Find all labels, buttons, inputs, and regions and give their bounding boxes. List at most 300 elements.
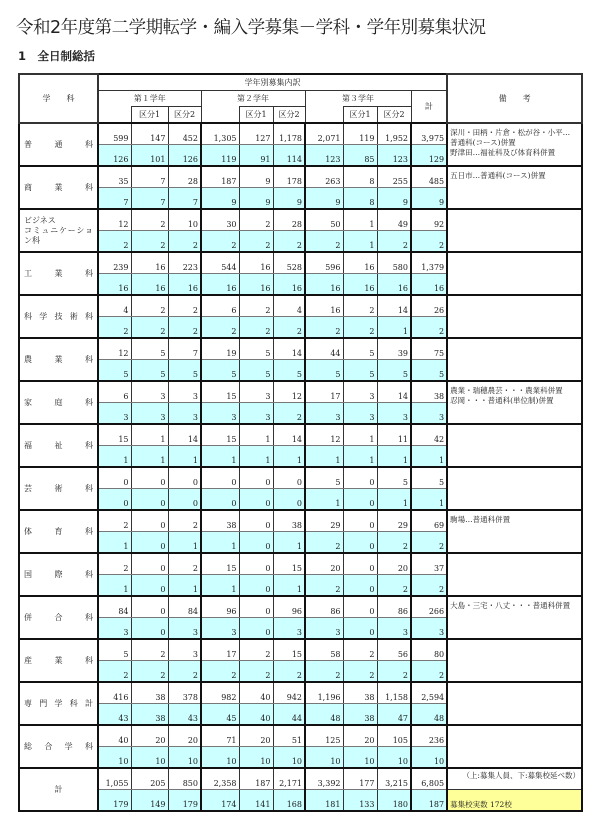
cell-upper: 14 <box>273 338 305 360</box>
cell-lower: 114 <box>273 145 305 167</box>
cell-lower: 3 <box>239 403 273 425</box>
cell-upper: 4 <box>98 295 131 317</box>
cell-lower: 3 <box>201 618 239 640</box>
cell-lower: 2 <box>377 532 411 554</box>
table-row-upper <box>19 639 582 661</box>
cell-lower: 2 <box>411 231 447 253</box>
cell-lower: 129 <box>411 145 447 167</box>
cell-lower: 47 <box>377 704 411 726</box>
header-grade3-all <box>305 107 343 124</box>
cell-lower: 3 <box>273 618 305 640</box>
cell-upper: 982 <box>201 682 239 704</box>
cell-lower: 0 <box>343 618 377 640</box>
table-row-group <box>19 209 582 252</box>
cell-upper: 1,055 <box>98 768 131 790</box>
cell-upper: 6 <box>201 295 239 317</box>
cell-lower: 0 <box>343 532 377 554</box>
cell-upper: 105 <box>377 725 411 747</box>
cell-lower: 179 <box>98 790 131 812</box>
cell-upper: 15 <box>201 424 239 446</box>
cell-upper: 378 <box>168 682 201 704</box>
cell-upper: 544 <box>201 252 239 274</box>
table-row-group <box>19 295 582 338</box>
cell-upper: 2 <box>131 639 168 661</box>
cell-upper: 28 <box>273 209 305 231</box>
cell-lower: 126 <box>98 145 131 167</box>
header-grade3: 第３学年 <box>305 91 411 107</box>
cell-lower: 0 <box>239 532 273 554</box>
cell-upper: 1,379 <box>411 252 447 274</box>
cell-upper: 2 <box>131 295 168 317</box>
cell-upper: 2,594 <box>411 682 447 704</box>
cell-upper: 38 <box>273 510 305 532</box>
cell-lower: 187 <box>411 790 447 812</box>
cell-lower: 2 <box>273 231 305 253</box>
remark-cell: 駒場…普通科併置 <box>447 510 582 553</box>
row-label: 普通科 <box>19 123 98 166</box>
header-remarks: 備 考 <box>447 74 582 123</box>
cell-upper: 6 <box>98 381 131 403</box>
recruitment-table <box>18 73 583 812</box>
cell-lower: 2 <box>377 231 411 253</box>
cell-upper: 2 <box>131 209 168 231</box>
cell-upper: 20 <box>168 725 201 747</box>
cell-lower: 5 <box>377 360 411 382</box>
cell-lower: 5 <box>343 360 377 382</box>
cell-lower: 2 <box>239 231 273 253</box>
cell-lower: 5 <box>98 360 131 382</box>
remark-cell: 大島・三宅・八丈・・・普通科併置 <box>447 596 582 639</box>
cell-upper: 39 <box>377 338 411 360</box>
cell-upper: 177 <box>343 768 377 790</box>
cell-lower: 2 <box>273 403 305 425</box>
cell-lower: 1 <box>201 532 239 554</box>
cell-lower: 180 <box>377 790 411 812</box>
cell-lower: 1 <box>273 575 305 597</box>
cell-lower: 1 <box>411 446 447 468</box>
row-label: 商業科 <box>19 166 98 209</box>
remark-cell <box>447 725 582 768</box>
cell-lower: 2 <box>305 231 343 253</box>
cell-upper: 38 <box>411 381 447 403</box>
cell-lower: 9 <box>273 188 305 210</box>
row-label: 科学技術科 <box>19 295 98 338</box>
cell-upper: 5 <box>411 467 447 489</box>
cell-lower: 1 <box>131 446 168 468</box>
cell-upper: 266 <box>411 596 447 618</box>
remark-cell <box>447 209 582 252</box>
cell-upper: 35 <box>98 166 131 188</box>
remark-cell: 五日市…普通科(コース)併置 <box>447 166 582 209</box>
cell-lower: 119 <box>201 145 239 167</box>
header-grade1: 第１学年 <box>98 91 201 107</box>
table-row-group <box>19 725 582 768</box>
row-label: 産業科 <box>19 639 98 682</box>
cell-upper: 127 <box>239 123 273 145</box>
row-label: 併合科 <box>19 596 98 639</box>
cell-lower: 10 <box>305 747 343 769</box>
header-g2-div1: 区分1 <box>239 107 273 124</box>
cell-upper: 26 <box>411 295 447 317</box>
cell-upper: 187 <box>201 166 239 188</box>
table-row-group <box>19 424 582 467</box>
cell-upper: 119 <box>343 123 377 145</box>
cell-lower: 5 <box>273 360 305 382</box>
cell-lower: 3 <box>168 403 201 425</box>
cell-lower: 1 <box>273 532 305 554</box>
cell-lower: 0 <box>131 532 168 554</box>
cell-lower: 16 <box>201 274 239 296</box>
cell-upper: 14 <box>273 424 305 446</box>
table-row-upper <box>19 553 582 575</box>
page-title: 令和2年度第二学期転学・編入学募集－学科・学年別募集状況 <box>16 18 486 38</box>
cell-upper: 205 <box>131 768 168 790</box>
cell-upper: 223 <box>168 252 201 274</box>
cell-lower: 0 <box>168 489 201 511</box>
cell-lower: 2 <box>343 661 377 683</box>
header-g2-div2: 区分2 <box>273 107 305 124</box>
header-grade2-all <box>201 107 239 124</box>
cell-lower: 2 <box>273 317 305 339</box>
row-label: 工業科 <box>19 252 98 295</box>
cell-lower: 1 <box>343 446 377 468</box>
cell-upper: 3 <box>343 381 377 403</box>
cell-lower: 38 <box>343 704 377 726</box>
header-total: 計 <box>411 91 447 124</box>
header-grade2: 第２学年 <box>201 91 305 107</box>
table-row-group <box>19 596 582 639</box>
cell-upper: 3 <box>131 381 168 403</box>
cell-upper: 86 <box>377 596 411 618</box>
cell-upper: 4 <box>273 295 305 317</box>
section-title: 1 全日制総括 <box>18 49 96 63</box>
cell-lower: 101 <box>131 145 168 167</box>
cell-lower: 1 <box>98 532 131 554</box>
table-row-lower <box>19 790 582 812</box>
cell-lower: 7 <box>98 188 131 210</box>
cell-upper: 14 <box>168 424 201 446</box>
cell-upper: 15 <box>273 553 305 575</box>
cell-lower: 1 <box>305 489 343 511</box>
cell-lower: 2 <box>131 661 168 683</box>
cell-upper: 15 <box>98 424 131 446</box>
cell-lower: 0 <box>343 489 377 511</box>
cell-lower: 133 <box>343 790 377 812</box>
cell-upper: 8 <box>343 166 377 188</box>
cell-upper: 2 <box>98 510 131 532</box>
cell-upper: 12 <box>273 381 305 403</box>
cell-upper: 5 <box>305 467 343 489</box>
cell-lower: 9 <box>377 188 411 210</box>
cell-lower: 1 <box>239 446 273 468</box>
table-row-upper <box>19 209 582 231</box>
cell-upper: 5 <box>98 639 131 661</box>
cell-upper: 452 <box>168 123 201 145</box>
cell-lower: 3 <box>98 618 131 640</box>
cell-lower: 3 <box>305 618 343 640</box>
cell-lower: 10 <box>201 747 239 769</box>
table-row-upper <box>19 424 582 446</box>
row-label: 計 <box>19 768 98 811</box>
cell-upper: 28 <box>168 166 201 188</box>
cell-lower: 2 <box>98 317 131 339</box>
cell-lower: 2 <box>168 317 201 339</box>
cell-upper: 0 <box>131 510 168 532</box>
cell-upper: 2 <box>343 295 377 317</box>
cell-lower: 3 <box>343 403 377 425</box>
cell-lower: 2 <box>305 575 343 597</box>
table-row-upper <box>19 338 582 360</box>
row-label: 農業科 <box>19 338 98 381</box>
cell-lower: 2 <box>131 317 168 339</box>
header-grade1-all <box>98 107 131 124</box>
cell-lower: 3 <box>131 403 168 425</box>
cell-upper: 49 <box>377 209 411 231</box>
cell-upper: 1 <box>343 424 377 446</box>
cell-lower: 10 <box>168 747 201 769</box>
header-g1-div2: 区分2 <box>168 107 201 124</box>
cell-upper: 2 <box>239 295 273 317</box>
cell-lower: 2 <box>168 231 201 253</box>
cell-upper: 255 <box>377 166 411 188</box>
cell-lower: 9 <box>411 188 447 210</box>
cell-upper: 0 <box>343 467 377 489</box>
cell-lower: 2 <box>239 317 273 339</box>
remark-cell: 深川・田柄・片倉・松が谷・小平… 普通科(コース)併置 野津田…福祉科及び体育科併置 <box>447 123 582 166</box>
cell-upper: 1,305 <box>201 123 239 145</box>
cell-upper: 11 <box>377 424 411 446</box>
cell-upper: 16 <box>131 252 168 274</box>
cell-lower: 10 <box>98 747 131 769</box>
cell-lower: 2 <box>201 231 239 253</box>
cell-upper: 86 <box>305 596 343 618</box>
cell-upper: 12 <box>98 338 131 360</box>
cell-upper: 20 <box>343 725 377 747</box>
cell-lower: 3 <box>98 403 131 425</box>
cell-lower: 10 <box>377 747 411 769</box>
cell-upper: 1,158 <box>377 682 411 704</box>
cell-upper: 0 <box>239 553 273 575</box>
cell-upper: 29 <box>305 510 343 532</box>
cell-lower: 0 <box>131 575 168 597</box>
cell-upper: 15 <box>273 639 305 661</box>
row-label: 専門学科計 <box>19 682 98 725</box>
cell-upper: 416 <box>98 682 131 704</box>
cell-upper: 3 <box>168 639 201 661</box>
cell-lower: 123 <box>305 145 343 167</box>
cell-upper: 38 <box>131 682 168 704</box>
cell-lower: 38 <box>131 704 168 726</box>
cell-upper: 1 <box>239 424 273 446</box>
cell-lower: 16 <box>305 274 343 296</box>
cell-lower: 7 <box>131 188 168 210</box>
cell-upper: 5 <box>131 338 168 360</box>
cell-upper: 92 <box>411 209 447 231</box>
cell-lower: 2 <box>98 231 131 253</box>
cell-lower: 179 <box>168 790 201 812</box>
cell-lower: 1 <box>377 489 411 511</box>
cell-upper: 3 <box>239 381 273 403</box>
remark-cell: 農業・瑞穂農芸・・・農業科併置 忍岡・・・普通科(単位制)併置 <box>447 381 582 424</box>
cell-upper: 2,358 <box>201 768 239 790</box>
cell-upper: 0 <box>98 467 131 489</box>
cell-lower: 0 <box>131 618 168 640</box>
cell-upper: 1,196 <box>305 682 343 704</box>
cell-upper: 84 <box>168 596 201 618</box>
cell-lower: 16 <box>131 274 168 296</box>
cell-upper: 12 <box>305 424 343 446</box>
cell-lower: 5 <box>239 360 273 382</box>
remark-cell <box>447 424 582 467</box>
cell-lower: 3 <box>377 403 411 425</box>
cell-upper: 0 <box>131 467 168 489</box>
header-g1-div1: 区分1 <box>131 107 168 124</box>
table-row-group <box>19 166 582 209</box>
cell-upper: 3 <box>168 381 201 403</box>
row-label: 総合学科 <box>19 725 98 768</box>
cell-lower: 1 <box>98 446 131 468</box>
cell-upper: 0 <box>239 510 273 532</box>
cell-upper: 20 <box>377 553 411 575</box>
cell-upper: 7 <box>168 338 201 360</box>
cell-lower: 2 <box>201 317 239 339</box>
cell-upper: 580 <box>377 252 411 274</box>
cell-upper: 2 <box>168 295 201 317</box>
cell-lower: 48 <box>305 704 343 726</box>
remark-cell <box>447 553 582 596</box>
cell-lower: 3 <box>305 403 343 425</box>
table-row-group <box>19 467 582 510</box>
cell-upper: 20 <box>131 725 168 747</box>
cell-lower: 10 <box>411 747 447 769</box>
row-label: ビジネス コミュニケーション科 <box>19 209 98 252</box>
cell-upper: 0 <box>343 553 377 575</box>
cell-lower: 2 <box>377 575 411 597</box>
cell-lower: 1 <box>305 446 343 468</box>
cell-lower: 48 <box>411 704 447 726</box>
cell-upper: 2 <box>239 209 273 231</box>
cell-lower: 2 <box>411 532 447 554</box>
cell-lower: 9 <box>239 188 273 210</box>
cell-upper: 20 <box>305 553 343 575</box>
cell-upper: 14 <box>377 381 411 403</box>
cell-lower: 2 <box>411 317 447 339</box>
cell-upper: 1 <box>343 209 377 231</box>
cell-upper: 3,392 <box>305 768 343 790</box>
cell-upper: 1,178 <box>273 123 305 145</box>
cell-lower: 91 <box>239 145 273 167</box>
cell-upper: 528 <box>273 252 305 274</box>
table-row-upper <box>19 166 582 188</box>
cell-upper: 2 <box>239 639 273 661</box>
cell-lower: 2 <box>273 661 305 683</box>
cell-upper: 0 <box>168 467 201 489</box>
cell-lower: 16 <box>273 274 305 296</box>
cell-upper: 30 <box>201 209 239 231</box>
table-row-upper <box>19 252 582 274</box>
footnote: （上:募集人員、下:募集校延べ数） <box>462 771 580 780</box>
cell-lower: 16 <box>239 274 273 296</box>
cell-lower: 181 <box>305 790 343 812</box>
cell-lower: 2 <box>305 317 343 339</box>
table-row-group <box>19 123 582 166</box>
cell-upper: 16 <box>305 295 343 317</box>
cell-lower: 40 <box>239 704 273 726</box>
remark-cell <box>447 467 582 510</box>
cell-lower: 3 <box>411 618 447 640</box>
table-row-upper <box>19 295 582 317</box>
cell-lower: 9 <box>201 188 239 210</box>
cell-lower: 2 <box>131 231 168 253</box>
cell-lower: 2 <box>411 661 447 683</box>
cell-upper: 38 <box>343 682 377 704</box>
cell-lower: 5 <box>131 360 168 382</box>
cell-upper: 239 <box>98 252 131 274</box>
cell-upper: 0 <box>273 467 305 489</box>
cell-upper: 0 <box>239 596 273 618</box>
cell-upper: 2 <box>98 553 131 575</box>
cell-lower: 1 <box>201 446 239 468</box>
header-subject: 学 科 <box>19 74 98 123</box>
cell-upper: 29 <box>377 510 411 532</box>
remark-cell <box>447 682 582 725</box>
table-row-upper <box>19 510 582 532</box>
cell-upper: 16 <box>343 252 377 274</box>
cell-upper: 40 <box>98 725 131 747</box>
cell-lower: 1 <box>343 231 377 253</box>
cell-lower: 7 <box>168 188 201 210</box>
cell-lower: 0 <box>201 489 239 511</box>
cell-lower: 16 <box>411 274 447 296</box>
school-count-highlight: 募集校実数 172校 <box>447 790 582 812</box>
cell-upper: 58 <box>305 639 343 661</box>
cell-lower: 0 <box>239 489 273 511</box>
cell-upper: 0 <box>239 467 273 489</box>
cell-upper: 71 <box>201 725 239 747</box>
cell-lower: 2 <box>305 532 343 554</box>
cell-lower: 44 <box>273 704 305 726</box>
cell-upper: 5 <box>377 467 411 489</box>
cell-lower: 8 <box>343 188 377 210</box>
row-label: 体育科 <box>19 510 98 553</box>
table-row-group <box>19 682 582 725</box>
cell-lower: 2 <box>343 317 377 339</box>
header-breakdown: 学年別募集内訳 <box>98 74 447 91</box>
cell-upper: 0 <box>131 553 168 575</box>
cell-upper: 596 <box>305 252 343 274</box>
cell-upper: 942 <box>273 682 305 704</box>
cell-upper: 37 <box>411 553 447 575</box>
cell-lower: 2 <box>201 661 239 683</box>
remark-cell <box>447 639 582 682</box>
cell-upper: 187 <box>239 768 273 790</box>
cell-upper: 6,805 <box>411 768 447 790</box>
table-row-upper <box>19 467 582 489</box>
cell-lower: 2 <box>411 575 447 597</box>
cell-upper: 2,171 <box>273 768 305 790</box>
cell-upper: 5 <box>239 338 273 360</box>
cell-upper: 96 <box>201 596 239 618</box>
cell-upper: 2,071 <box>305 123 343 145</box>
cell-lower: 3 <box>411 403 447 425</box>
cell-upper: 17 <box>305 381 343 403</box>
cell-upper: 0 <box>201 467 239 489</box>
cell-upper: 42 <box>411 424 447 446</box>
row-label: 芸術科 <box>19 467 98 510</box>
cell-lower: 0 <box>98 489 131 511</box>
cell-lower: 1 <box>411 489 447 511</box>
cell-lower: 5 <box>411 360 447 382</box>
